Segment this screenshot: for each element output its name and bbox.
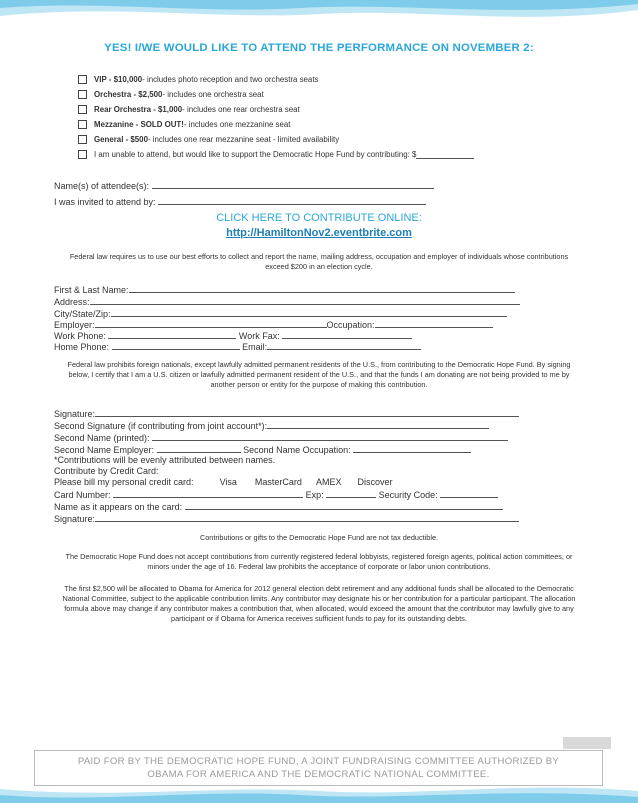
- option-title: VIP - $10,000: [94, 75, 143, 84]
- phone-row: [54, 330, 412, 341]
- second-signature-row: [54, 420, 489, 431]
- second-name-row: [54, 432, 508, 443]
- option-desc: - includes one rear orchestra seat: [182, 105, 300, 114]
- second-name-field[interactable]: [152, 432, 508, 441]
- attendee-label: Name(s) of attendee(s):: [54, 181, 150, 191]
- email-field[interactable]: [267, 341, 421, 350]
- name-label: First & Last Name:: [54, 285, 129, 295]
- name-on-card-label: Name as it appears on the card:: [54, 502, 183, 512]
- second-employer-label: Second Name Employer:: [54, 445, 155, 455]
- invited-label: I was invited to attend by:: [54, 197, 156, 207]
- grey-tab: [563, 737, 611, 749]
- option-desc: - includes photo reception and two orchestra seats: [142, 75, 319, 84]
- attendee-field[interactable]: [152, 180, 434, 189]
- home-phone-field[interactable]: [112, 341, 240, 350]
- second-employer-row: [54, 444, 471, 455]
- tax-note: Contributions or gifts to the Democratic Hope Fund are not tax deductible.: [199, 533, 439, 542]
- second-signature-label: Second Signature (if contributing from joint account*):: [54, 421, 268, 431]
- address-label: Address:: [54, 297, 90, 307]
- checkbox[interactable]: [78, 120, 87, 129]
- option-desc: - includes one rear mezzanine seat - limited availability: [147, 135, 340, 144]
- option-orchestra[interactable]: [78, 87, 618, 102]
- home-row: [54, 341, 421, 352]
- signature-field[interactable]: [95, 408, 519, 417]
- bill-label: Please bill my personal credit card:: [54, 477, 194, 487]
- second-name-label: Second Name (printed):: [54, 433, 150, 443]
- bottom-wave-decoration: [0, 781, 638, 803]
- email-label: Email:: [242, 342, 268, 352]
- employer-field[interactable]: [95, 319, 327, 328]
- security-field[interactable]: [440, 489, 498, 498]
- signature-label: Signature:: [54, 409, 96, 419]
- option-desc: - includes one mezzanine seat: [183, 120, 291, 129]
- card-visa[interactable]: Visa: [219, 477, 237, 487]
- home-phone-label: Home Phone:: [54, 342, 110, 352]
- name-field[interactable]: [129, 284, 515, 293]
- foreign-national-notice: Federal law prohibits foreign nationals, except lawfully admitted permanent residents of the U.S., from contributing to the Democratic Hope Fund. By signing below, I certify that I am a U.S. citizen or lawfully admitted permanent resident of the U.S., and that the funds I am donating are not being provided to me by another person or entity for the purpose of making this contribution.: [67, 360, 571, 389]
- second-occupation-label: Second Name Occupation:: [243, 445, 351, 455]
- work-phone-field[interactable]: [108, 330, 236, 339]
- exp-field[interactable]: [326, 489, 376, 498]
- checkbox[interactable]: [78, 75, 87, 84]
- option-title: Mezzanine - SOLD OUT!: [94, 120, 184, 129]
- option-mezzanine[interactable]: [78, 117, 618, 132]
- footer-line-2: OBAMA FOR AMERICA AND THE DEMOCRATIC NATIONAL COMMITTEE.: [147, 769, 490, 780]
- occupation-field[interactable]: [375, 319, 493, 328]
- checkbox[interactable]: [78, 90, 87, 99]
- cta-text: CLICK HERE TO CONTRIBUTE ONLINE:: [216, 212, 422, 224]
- second-employer-field[interactable]: [157, 444, 241, 453]
- option-donate-only[interactable]: [78, 147, 618, 162]
- card-mastercard[interactable]: MasterCard: [254, 477, 302, 487]
- work-phone-label: Work Phone:: [54, 331, 106, 341]
- checkbox[interactable]: [78, 150, 87, 159]
- attendee-row: [54, 180, 434, 191]
- card-number-label: Card Number:: [54, 490, 111, 500]
- contribute-link[interactable]: http://HamiltonNov2.eventbrite.com: [226, 227, 412, 239]
- second-signature-field[interactable]: [267, 420, 489, 429]
- work-fax-label: Work Fax:: [238, 331, 280, 341]
- address-row: [54, 296, 520, 307]
- option-title: General - $500: [94, 135, 148, 144]
- card-number-row: [54, 489, 498, 500]
- name-on-card-row: [54, 501, 503, 512]
- top-wave-decoration: [0, 0, 638, 26]
- employer-row: [54, 319, 493, 330]
- card-type-row: [54, 477, 392, 487]
- page-heading: YES! I/WE WOULD LIKE TO ATTEND THE PERFORMANCE ON NOVEMBER 2:: [104, 42, 534, 54]
- city-field[interactable]: [111, 308, 507, 317]
- card-discover[interactable]: Discover: [357, 477, 393, 487]
- employer-label: Employer:: [54, 320, 95, 330]
- amount-field[interactable]: [416, 150, 474, 159]
- card-amex[interactable]: AMEX: [315, 477, 342, 487]
- signature2-row: [54, 513, 519, 524]
- option-title: Rear Orchestra - $1,000: [94, 105, 183, 114]
- occupation-label: Occupation:: [326, 320, 375, 330]
- option-title: Orchestra - $2,500: [94, 90, 163, 99]
- signature-row: [54, 408, 519, 419]
- option-desc: I am unable to attend, but would like to support the Democratic Hope Fund by contributing: $: [94, 150, 417, 159]
- signature2-label: Signature:: [54, 514, 96, 524]
- city-row: [54, 308, 507, 319]
- lobbyist-note: The Democratic Hope Fund does not accept contributions from currently registered federal lobbyists, registered foreign agents, political action committees, or minors under the age of 16. Federal law prohibits the acceptance of corporate or labor union contributions.: [65, 552, 573, 571]
- address-field[interactable]: [90, 296, 520, 305]
- footer-line-1: PAID FOR BY THE DEMOCRATIC HOPE FUND, A JOINT FUNDRAISING COMMITTEE AUTHORIZED BY: [77, 756, 560, 767]
- option-rear-orchestra[interactable]: [78, 102, 618, 117]
- city-label: City/State/Zip:: [54, 309, 111, 319]
- invited-field[interactable]: [158, 196, 426, 205]
- federal-notice: Federal law requires us to use our best efforts to collect and report the name, mailing address, occupation and employer of individuals whose contributions exceed $200 in an election cycle.: [69, 252, 569, 271]
- checkbox[interactable]: [78, 105, 87, 114]
- option-vip[interactable]: [78, 72, 618, 87]
- name-row: [54, 284, 515, 295]
- work-fax-field[interactable]: [282, 330, 412, 339]
- credit-card-heading: Contribute by Credit Card:: [54, 466, 159, 476]
- allocation-note: The first $2,500 will be allocated to Obama for America for 2012 general election debt retirement and any additional funds shall be allocated to the Democratic National Committee, subject to the applicable contribution limits. Any contributor may designate his or her contribution for a particular participant. The allocation formula above may change if any contributor makes a contribution that, when allocated, would exceed the amount that the contributor may lawfully give to any participant or if Obama for America receives sufficient funds to pay for its outstanding debts.: [62, 584, 576, 623]
- option-desc: - includes one orchestra seat: [162, 90, 264, 99]
- ticket-options: [78, 72, 618, 162]
- invited-row: [54, 196, 426, 207]
- checkbox[interactable]: [78, 135, 87, 144]
- security-label: Security Code:: [378, 490, 438, 500]
- card-number-field[interactable]: [113, 489, 303, 498]
- name-on-card-field[interactable]: [185, 501, 503, 510]
- signature2-field[interactable]: [95, 513, 519, 522]
- evenly-note: *Contributions will be evenly attributed between names.: [54, 455, 276, 465]
- exp-label: Exp:: [305, 490, 324, 500]
- second-occupation-field[interactable]: [353, 444, 471, 453]
- option-general[interactable]: [78, 132, 618, 147]
